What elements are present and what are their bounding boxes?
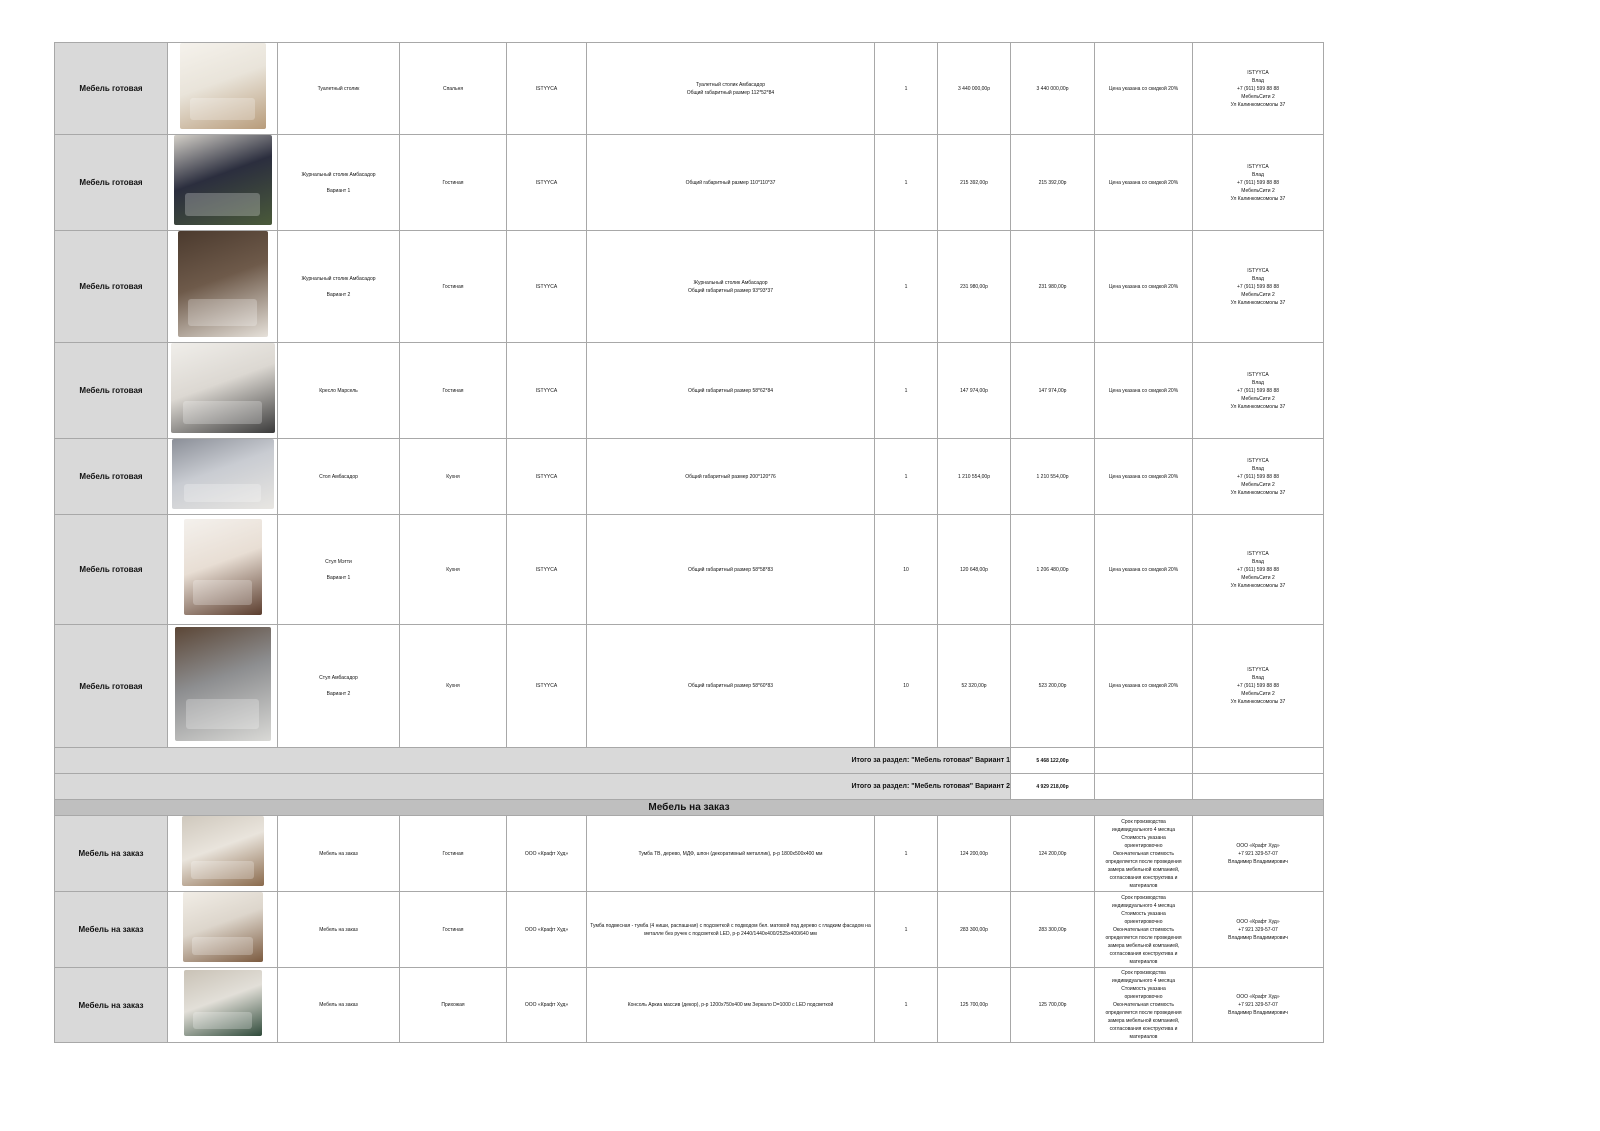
description-cell: Тумба подвесная - тумба (4 ниши, распашная) с подсветкой с подводом бел. матовой под дерево с гладким фасадом на металле без ручек с подсветкой LED, р-р 2440/1440х400/2525х400/640 мм xyxy=(587,892,875,968)
terms-cell: Цена указана со скидкой 20% xyxy=(1095,439,1193,515)
name-cell: Туалетный столик xyxy=(278,43,400,135)
contact-cell: ISTYYCA Влад +7 (911) 599 88 88 МебельСити 2 Ул Калинкомсомолы 37 xyxy=(1193,135,1324,231)
table-row xyxy=(55,135,1324,231)
description-cell: Общий габаритный размер 58*62*84 xyxy=(587,343,875,439)
sum-cell: 283 300,00р xyxy=(1011,892,1095,968)
section-cell: Мебель готовая xyxy=(55,515,168,625)
terms-cell: Цена указана со скидкой 20% xyxy=(1095,135,1193,231)
section-cell: Мебель готовая xyxy=(55,343,168,439)
quantity-cell: 1 xyxy=(875,439,938,515)
contact-cell: ISTYYCA Влад +7 (911) 599 88 88 МебельСити 2 Ул Калинкомсомолы 37 xyxy=(1193,515,1324,625)
table-row xyxy=(55,231,1324,343)
furniture-photo xyxy=(171,343,275,433)
supplier-cell: ISTYYCA xyxy=(507,625,587,748)
supplier-cell: ООО «Крафт Худ» xyxy=(507,968,587,1043)
room-cell: Гостиная xyxy=(400,892,507,968)
contact-cell: ООО «Крафт Худ» +7 921 329-57-07 Владимир Владимирович xyxy=(1193,968,1324,1043)
section-cell: Мебель готовая xyxy=(55,439,168,515)
sum-cell: 1 210 554,00р xyxy=(1011,439,1095,515)
photo-cell xyxy=(168,343,278,439)
quantity-cell: 1 xyxy=(875,968,938,1043)
furniture-photo xyxy=(180,43,266,129)
room-cell: Гостиная xyxy=(400,816,507,892)
description-cell: Общий габаритный размер 58*60*83 xyxy=(587,625,875,748)
price-cell: 215 392,00р xyxy=(938,135,1011,231)
room-cell: Гостиная xyxy=(400,343,507,439)
quantity-cell: 1 xyxy=(875,343,938,439)
room-cell: Кухня xyxy=(400,625,507,748)
photo-cell xyxy=(168,515,278,625)
room-cell: Спальня xyxy=(400,43,507,135)
furniture-photo xyxy=(183,892,263,962)
description-cell: Общий габаритный размер 200*120*76 xyxy=(587,439,875,515)
name-cell: Журнальный столик Амбасадор Вариант 2 xyxy=(278,231,400,343)
contact-cell: ISTYYCA Влад +7 (911) 599 88 88 МебельСити 2 Ул Калинкомсомолы 37 xyxy=(1193,43,1324,135)
name-cell: Журнальный столик Амбасадор Вариант 1 xyxy=(278,135,400,231)
section-cell: Мебель на заказ xyxy=(55,968,168,1043)
price-cell: 147 974,00р xyxy=(938,343,1011,439)
supplier-cell: ISTYYCA xyxy=(507,515,587,625)
furniture-photo xyxy=(174,135,272,225)
description-cell: Туалетный столик Амбасадор Общий габаритный размер 112*52*84 xyxy=(587,43,875,135)
section-cell: Мебель готовая xyxy=(55,43,168,135)
name-cell: Мебель на заказ xyxy=(278,816,400,892)
total-value: 4 929 218,00р xyxy=(1011,774,1095,800)
price-cell: 120 648,00р xyxy=(938,515,1011,625)
supplier-cell: ISTYYCA xyxy=(507,43,587,135)
sum-cell: 1 206 480,00р xyxy=(1011,515,1095,625)
price-cell: 125 700,00р xyxy=(938,968,1011,1043)
photo-cell xyxy=(168,968,278,1043)
table-row xyxy=(55,439,1324,515)
contact-cell: ISTYYCA Влад +7 (911) 599 88 88 МебельСити 2 Ул Калинкомсомолы 37 xyxy=(1193,343,1324,439)
photo-cell xyxy=(168,439,278,515)
sum-cell: 125 700,00р xyxy=(1011,968,1095,1043)
table-row xyxy=(55,625,1324,748)
photo-cell xyxy=(168,231,278,343)
table-row xyxy=(55,343,1324,439)
section-header-row xyxy=(55,800,1324,816)
sum-cell: 215 392,00р xyxy=(1011,135,1095,231)
furniture-photo xyxy=(175,627,271,741)
supplier-cell: ISTYYCA xyxy=(507,231,587,343)
room-cell: Прихожая xyxy=(400,968,507,1043)
photo-cell xyxy=(168,625,278,748)
terms-cell: Цена указана со скидкой 20% xyxy=(1095,625,1193,748)
quantity-cell: 1 xyxy=(875,816,938,892)
total-label: Итого за раздел: "Мебель готовая" Вариант 2 xyxy=(55,774,1011,800)
contact-cell: ООО «Крафт Худ» +7 921 329-57-07 Владимир Владимирович xyxy=(1193,816,1324,892)
price-cell: 283 300,00р xyxy=(938,892,1011,968)
price-cell: 124 200,00р xyxy=(938,816,1011,892)
description-cell: Журнальный столик Амбасадор Общий габаритный размер 93*93*37 xyxy=(587,231,875,343)
terms-cell: Цена указана со скидкой 20% xyxy=(1095,43,1193,135)
section-header: Мебель на заказ xyxy=(55,800,1324,816)
room-cell: Кухня xyxy=(400,515,507,625)
terms-cell: Цена указана со скидкой 20% xyxy=(1095,231,1193,343)
supplier-cell: ISTYYCA xyxy=(507,135,587,231)
table-row xyxy=(55,43,1324,135)
room-cell: Кухня xyxy=(400,439,507,515)
contact-cell: ISTYYCA Влад +7 (911) 599 88 88 МебельСити 2 Ул Калинкомсомолы 37 xyxy=(1193,231,1324,343)
name-cell: Стул Мэтти Вариант 1 xyxy=(278,515,400,625)
contact-cell: ISTYYCA Влад +7 (911) 599 88 88 МебельСити 2 Ул Калинкомсомолы 37 xyxy=(1193,439,1324,515)
table-row xyxy=(55,892,1324,968)
price-cell: 52 320,00р xyxy=(938,625,1011,748)
sum-cell: 3 440 000,00р xyxy=(1011,43,1095,135)
price-cell: 231 980,00р xyxy=(938,231,1011,343)
furniture-photo xyxy=(184,519,262,615)
quantity-cell: 1 xyxy=(875,231,938,343)
room-cell: Гостиная xyxy=(400,135,507,231)
terms-cell: Цена указана со скидкой 20% xyxy=(1095,515,1193,625)
contact-cell: ISTYYCA Влад +7 (911) 599 88 88 МебельСити 2 Ул Калинкомсомолы 37 xyxy=(1193,625,1324,748)
terms-cell: Срок производства индивидуального 4 месяца Стоимость указана ориентировочно Окончательная стоимость определяется после проведения замера мебельной компанией, согласования конструктива и материалов xyxy=(1095,968,1193,1043)
description-cell: Общий габаритный размер 58*58*83 xyxy=(587,515,875,625)
sum-cell: 124 200,00р xyxy=(1011,816,1095,892)
empty-cell xyxy=(1193,774,1324,800)
quantity-cell: 1 xyxy=(875,43,938,135)
empty-cell xyxy=(1095,774,1193,800)
supplier-cell: ISTYYCA xyxy=(507,439,587,515)
price-cell: 1 210 554,00р xyxy=(938,439,1011,515)
quantity-cell: 10 xyxy=(875,515,938,625)
supplier-cell: ООО «Крафт Худ» xyxy=(507,892,587,968)
name-cell: Мебель на заказ xyxy=(278,892,400,968)
empty-cell xyxy=(1095,748,1193,774)
price-table xyxy=(54,42,1324,1043)
name-cell: Стол Амбасадор xyxy=(278,439,400,515)
table-row xyxy=(55,968,1324,1043)
description-cell: Тумба ТВ, дерево, МДФ, шпон (декоративный металлик), р-р 1800х500х400 мм xyxy=(587,816,875,892)
name-cell: Кресло Марсель xyxy=(278,343,400,439)
section-total-row xyxy=(55,748,1324,774)
section-cell: Мебель на заказ xyxy=(55,816,168,892)
sum-cell: 147 974,00р xyxy=(1011,343,1095,439)
sum-cell: 231 980,00р xyxy=(1011,231,1095,343)
quantity-cell: 10 xyxy=(875,625,938,748)
furniture-photo xyxy=(172,439,274,509)
table-row xyxy=(55,515,1324,625)
total-value: 5 468 122,00р xyxy=(1011,748,1095,774)
sum-cell: 523 200,00р xyxy=(1011,625,1095,748)
terms-cell: Срок производства индивидуального 4 месяца Стоимость указана ориентировочно Окончательная стоимость определяется после проведения замера мебельной компанией, согласования конструктива и материалов xyxy=(1095,816,1193,892)
description-cell: Консоль Аркиа массив (декор), р-р 1200х750х400 мм Зеркало D=1000 с LED подсветкой xyxy=(587,968,875,1043)
photo-cell xyxy=(168,892,278,968)
photo-cell xyxy=(168,43,278,135)
section-total-row xyxy=(55,774,1324,800)
name-cell: Стул Амбасадор Вариант 2 xyxy=(278,625,400,748)
section-cell: Мебель готовая xyxy=(55,625,168,748)
terms-cell: Срок производства индивидуального 4 месяца Стоимость указана ориентировочно Окончательная стоимость определяется после проведения замера мебельной компанией, согласования конструктива и материалов xyxy=(1095,892,1193,968)
description-cell: Общий габаритный размер 110*110*37 xyxy=(587,135,875,231)
room-cell: Гостиная xyxy=(400,231,507,343)
supplier-cell: ISTYYCA xyxy=(507,343,587,439)
table-row xyxy=(55,816,1324,892)
furniture-photo xyxy=(178,231,268,337)
quantity-cell: 1 xyxy=(875,892,938,968)
section-cell: Мебель на заказ xyxy=(55,892,168,968)
furniture-photo xyxy=(184,970,262,1036)
section-cell: Мебель готовая xyxy=(55,231,168,343)
photo-cell xyxy=(168,816,278,892)
supplier-cell: ООО «Крафт Худ» xyxy=(507,816,587,892)
quantity-cell: 1 xyxy=(875,135,938,231)
contact-cell: ООО «Крафт Худ» +7 921 329-57-07 Владимир Владимирович xyxy=(1193,892,1324,968)
name-cell: Мебель на заказ xyxy=(278,968,400,1043)
total-label: Итого за раздел: "Мебель готовая" Вариант 1 xyxy=(55,748,1011,774)
empty-cell xyxy=(1193,748,1324,774)
photo-cell xyxy=(168,135,278,231)
price-cell: 3 440 000,00р xyxy=(938,43,1011,135)
terms-cell: Цена указана со скидкой 20% xyxy=(1095,343,1193,439)
furniture-photo xyxy=(182,816,264,886)
section-cell: Мебель готовая xyxy=(55,135,168,231)
